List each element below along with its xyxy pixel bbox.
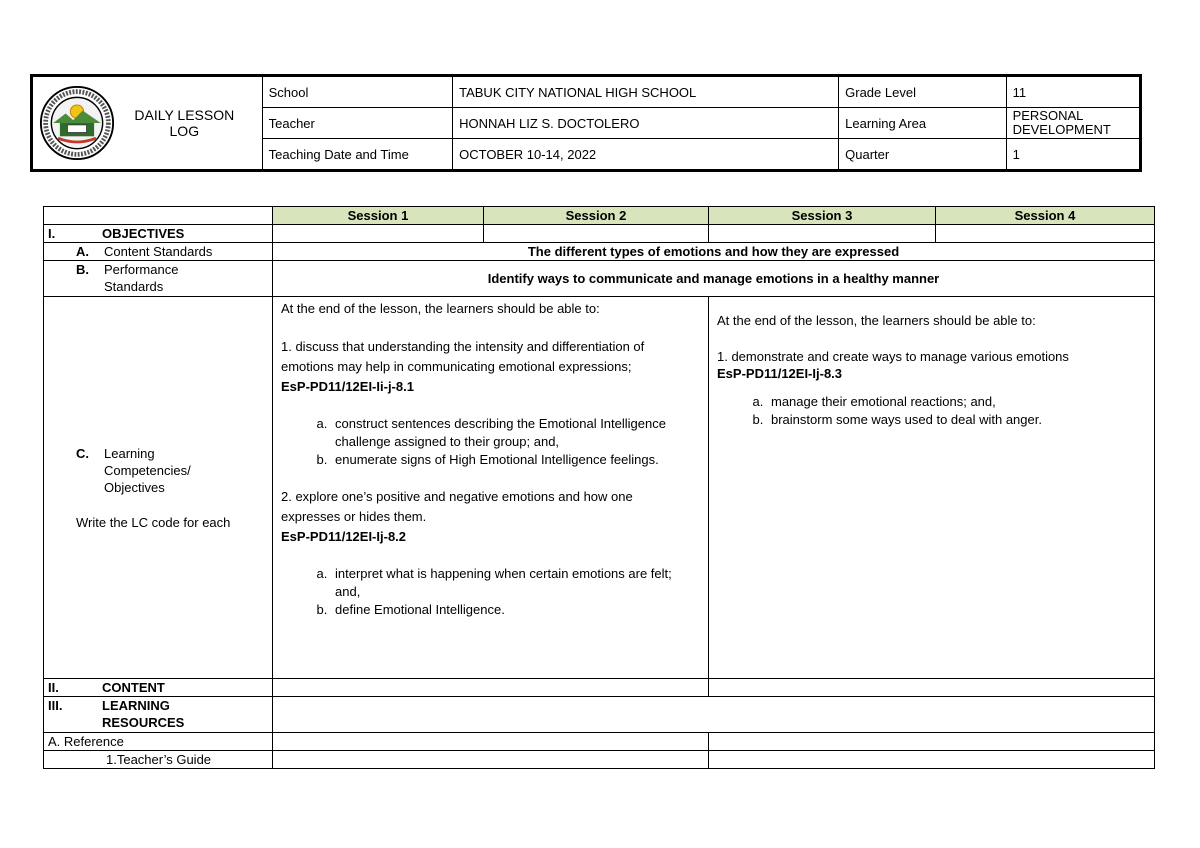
grade-level-label: Grade Level — [839, 76, 1006, 108]
learning-resources-label1: LEARNING — [102, 698, 170, 713]
reference-row — [44, 733, 1155, 751]
content-standards-label-cell — [44, 243, 273, 261]
competencies-right-sub1 — [717, 393, 1146, 429]
competencies-left-intro: At the end of the lesson, the learners should be able to: — [281, 301, 600, 316]
learning-resources-label2: RESOURCES — [102, 715, 185, 730]
competencies-left-item1: 1. discuss that understanding the intensity and differentiation of emotions may help in communicating emotional expressions; — [281, 339, 645, 374]
performance-standards-label-cell — [44, 261, 273, 297]
dll-title-line2: LOG — [169, 123, 200, 139]
objectives-row — [44, 225, 1155, 243]
competencies-letter: C. — [76, 445, 89, 461]
learning-area-label: Learning Area — [839, 108, 1006, 139]
objectives-label-cell — [44, 225, 273, 243]
objectives-label: OBJECTIVES — [102, 226, 185, 241]
competencies-left — [273, 297, 709, 679]
performance-standards-label: Performance — [104, 262, 179, 277]
corner-cell — [44, 207, 273, 225]
list-item: a. manage their emotional reactions; and, — [767, 393, 1146, 411]
quarter-value: 1 — [1006, 139, 1140, 171]
content-label: CONTENT — [102, 680, 165, 695]
competencies-left-sub1 — [281, 415, 690, 469]
content-standards-letter: A. — [76, 244, 89, 259]
school-seal-icon — [39, 85, 115, 161]
teachers-guide-label: 1.Teacher’s Guide — [44, 751, 273, 769]
school-label: School — [262, 76, 453, 108]
list-item: a. construct sentences describing the Emotional Intelligence challenge assigned to their group; and, — [331, 415, 690, 451]
logo-cell — [32, 76, 263, 171]
teaching-date-value: OCTOBER 10-14, 2022 — [453, 139, 839, 171]
competencies-label3: Objectives — [104, 479, 165, 495]
performance-standards-value: Identify ways to communicate and manage emotions in a healthy manner — [273, 261, 1155, 297]
dll-title — [115, 107, 262, 139]
teaching-date-label: Teaching Date and Time — [262, 139, 453, 171]
competencies-right — [709, 297, 1155, 679]
performance-standards-label2: Standards — [104, 279, 164, 294]
list-item: a. interpret what is happening when certain emotions are felt; and, — [331, 565, 690, 601]
competencies-right-intro: At the end of the lesson, the learners should be able to: — [717, 313, 1036, 328]
competencies-label1: Learning — [104, 445, 155, 461]
teacher-value: HONNAH LIZ S. DOCTOLERO — [453, 108, 839, 139]
lesson-table — [43, 206, 1155, 769]
objectives-num: I. — [48, 226, 56, 241]
session-2-header: Session 2 — [484, 207, 709, 225]
learning-resources-row — [44, 697, 1155, 733]
competencies-note: Write the LC code for each — [76, 514, 231, 530]
competencies-left-item2: 2. explore one’s positive and negative emotions and how one expresses or hides them. — [281, 489, 633, 524]
dll-title-line1: DAILY LESSON — [134, 107, 235, 123]
competencies-left-code1: EsP-PD11/12EI-Ii-j-8.1 — [281, 379, 414, 394]
list-item: b. define Emotional Intelligence. — [331, 601, 690, 619]
grade-level-value: 11 — [1006, 76, 1140, 108]
session-3-header: Session 3 — [709, 207, 936, 225]
learning-area-value: PERSONAL DEVELOPMENT — [1006, 108, 1140, 139]
session-header-row — [44, 207, 1155, 225]
competencies-left-code2: EsP-PD11/12EI-Ij-8.2 — [281, 529, 407, 544]
teachers-guide-row — [44, 751, 1155, 769]
competencies-label2: Competencies/ — [104, 462, 191, 478]
school-value: TABUK CITY NATIONAL HIGH SCHOOL — [453, 76, 839, 108]
teacher-label: Teacher — [262, 108, 453, 139]
learning-resources-num: III. — [48, 698, 63, 713]
content-standards-label: Content Standards — [104, 244, 213, 259]
performance-standards-letter: B. — [76, 262, 89, 277]
content-num: II. — [48, 680, 59, 695]
list-item: b. brainstorm some ways used to deal with anger. — [767, 411, 1146, 429]
header-table — [30, 74, 1142, 172]
list-item: b. enumerate signs of High Emotional Intelligence feelings. — [331, 451, 690, 469]
session-1-header: Session 1 — [273, 207, 484, 225]
competencies-left-sub2 — [281, 565, 690, 619]
quarter-label: Quarter — [839, 139, 1006, 171]
reference-label: A. Reference — [44, 733, 273, 751]
performance-standards-row — [44, 261, 1155, 297]
competencies-label-cell — [44, 297, 273, 679]
content-row — [44, 679, 1155, 697]
competencies-right-item1: 1. demonstrate and create ways to manage various emotions — [717, 349, 1069, 364]
content-label-cell — [44, 679, 273, 697]
competencies-row — [44, 297, 1155, 679]
competencies-right-code1: EsP-PD11/12EI-Ij-8.3 — [717, 366, 843, 381]
content-standards-value: The different types of emotions and how they are expressed — [273, 243, 1155, 261]
session-4-header: Session 4 — [936, 207, 1155, 225]
content-standards-row — [44, 243, 1155, 261]
learning-resources-label-cell — [44, 697, 273, 733]
